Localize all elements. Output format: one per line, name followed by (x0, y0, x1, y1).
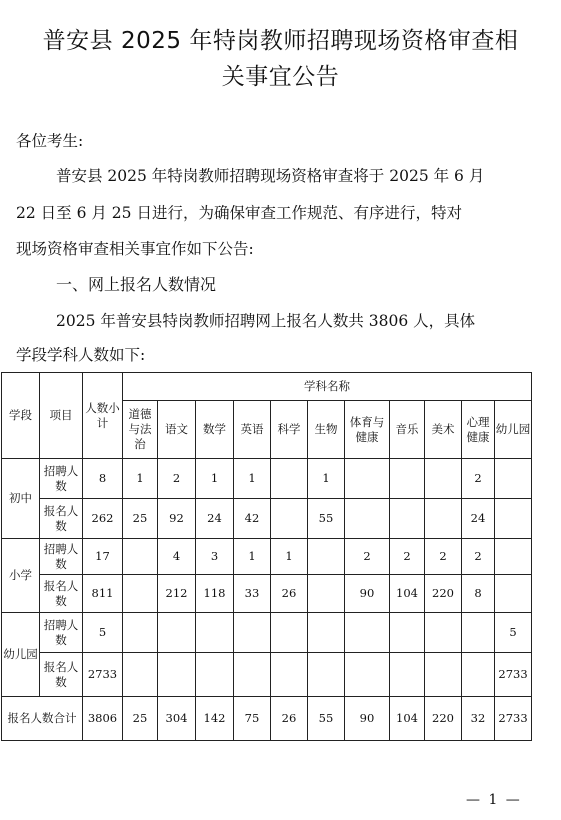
value-cell (462, 653, 495, 697)
value-cell (425, 653, 462, 697)
value-cell (308, 653, 345, 697)
subtotal-cell: 17 (83, 539, 123, 575)
item-cell: 招聘人数 (40, 613, 83, 653)
section1-heading: 一、网上报名人数情况 (56, 275, 217, 294)
value-cell: 2 (158, 459, 196, 499)
stage-cell: 幼儿园 (2, 613, 40, 697)
subtotal-cell: 5 (83, 613, 123, 653)
value-cell: 2733 (495, 653, 532, 697)
value-cell: 24 (462, 499, 495, 539)
document-title-line2: 关事宜公告 (221, 64, 340, 90)
intro-paragraph-line2: 22 日至 6 月 25 日进行，为确保审查工作规范、有序进行，特对 (16, 204, 462, 222)
subtotal-cell: 262 (83, 499, 123, 539)
table-row (2, 499, 532, 539)
value-cell (390, 459, 425, 499)
header-subject: 科学 (271, 401, 308, 459)
header-stage: 学段 (2, 373, 40, 459)
value-cell: 104 (390, 575, 425, 613)
total-value-cell: 75 (234, 697, 271, 741)
total-value-cell: 25 (123, 697, 158, 741)
value-cell: 33 (234, 575, 271, 613)
value-cell: 2 (462, 459, 495, 499)
value-cell: 8 (462, 575, 495, 613)
value-cell (345, 459, 390, 499)
table-row (2, 613, 532, 653)
section1-paragraph-line1: 2025 年普安县特岗教师招聘网上报名人数共 3806 人，具体 (56, 312, 476, 330)
total-subtotal: 3806 (83, 697, 123, 741)
value-cell: 1 (196, 459, 234, 499)
intro-paragraph-line3: 现场资格审查相关事宜作如下公告: (16, 240, 254, 258)
header-subject: 体育与健康 (345, 401, 390, 459)
intro-paragraph-line1: 普安县 2025 年特岗教师招聘现场资格审查将于 2025 年 6 月 (56, 167, 485, 185)
value-cell: 1 (271, 539, 308, 575)
value-cell: 220 (425, 575, 462, 613)
total-row (2, 697, 532, 741)
value-cell (234, 613, 271, 653)
header-subject: 道德与法治 (123, 401, 158, 459)
item-cell: 报名人数 (40, 653, 83, 697)
value-cell: 26 (271, 575, 308, 613)
page-number: — 1 — (466, 792, 522, 808)
value-cell (123, 613, 158, 653)
value-cell (158, 613, 196, 653)
section1-paragraph-line2: 学段学科人数如下: (16, 346, 146, 364)
value-cell (390, 499, 425, 539)
value-cell (425, 499, 462, 539)
stage-cell: 初中 (2, 459, 40, 539)
value-cell (495, 499, 532, 539)
total-value-cell: 2733 (495, 697, 532, 741)
header-subject: 幼儿园 (495, 401, 532, 459)
value-cell (196, 653, 234, 697)
item-cell: 招聘人数 (40, 459, 83, 499)
value-cell: 1 (308, 459, 345, 499)
value-cell (390, 613, 425, 653)
value-cell (271, 653, 308, 697)
value-cell (123, 575, 158, 613)
header-subject: 数学 (196, 401, 234, 459)
applicant-count-table (1, 372, 532, 741)
table-row (2, 539, 532, 575)
total-value-cell: 32 (462, 697, 495, 741)
header-subject: 音乐 (390, 401, 425, 459)
value-cell: 2 (390, 539, 425, 575)
value-cell (495, 539, 532, 575)
value-cell: 92 (158, 499, 196, 539)
total-value-cell: 104 (390, 697, 425, 741)
header-subject-group: 学科名称 (123, 373, 532, 401)
value-cell: 5 (495, 613, 532, 653)
value-cell: 118 (196, 575, 234, 613)
value-cell (425, 613, 462, 653)
value-cell: 2 (425, 539, 462, 575)
total-value-cell: 55 (308, 697, 345, 741)
total-value-cell: 220 (425, 697, 462, 741)
total-value-cell: 90 (345, 697, 390, 741)
item-cell: 报名人数 (40, 499, 83, 539)
value-cell (345, 653, 390, 697)
value-cell (425, 459, 462, 499)
value-cell: 2 (462, 539, 495, 575)
value-cell (158, 653, 196, 697)
subtotal-cell: 8 (83, 459, 123, 499)
header-subject: 语文 (158, 401, 196, 459)
value-cell (345, 613, 390, 653)
value-cell: 1 (234, 459, 271, 499)
value-cell (345, 499, 390, 539)
value-cell (196, 613, 234, 653)
total-value-cell: 142 (196, 697, 234, 741)
value-cell: 24 (196, 499, 234, 539)
value-cell (308, 613, 345, 653)
table-row (2, 653, 532, 697)
table-row (2, 459, 532, 499)
salutation: 各位考生: (16, 132, 84, 150)
value-cell: 4 (158, 539, 196, 575)
value-cell (462, 613, 495, 653)
value-cell: 55 (308, 499, 345, 539)
table-row (2, 575, 532, 613)
subtotal-cell: 2733 (83, 653, 123, 697)
value-cell: 3 (196, 539, 234, 575)
header-subject: 生物 (308, 401, 345, 459)
value-cell: 2 (345, 539, 390, 575)
total-value-cell: 304 (158, 697, 196, 741)
header-subject: 心理健康 (462, 401, 495, 459)
value-cell (123, 539, 158, 575)
value-cell (495, 459, 532, 499)
value-cell: 25 (123, 499, 158, 539)
value-cell (308, 539, 345, 575)
total-label: 报名人数合计 (2, 697, 83, 741)
value-cell (495, 575, 532, 613)
total-value-cell: 26 (271, 697, 308, 741)
header-subject: 美术 (425, 401, 462, 459)
value-cell: 212 (158, 575, 196, 613)
value-cell: 42 (234, 499, 271, 539)
document-title-line1: 普安县 2025 年特岗教师招聘现场资格审查相 (42, 28, 519, 54)
header-subject: 英语 (234, 401, 271, 459)
subtotal-cell: 811 (83, 575, 123, 613)
item-cell: 报名人数 (40, 575, 83, 613)
value-cell (234, 653, 271, 697)
stage-cell: 小学 (2, 539, 40, 613)
header-subtotal: 人数小计 (83, 373, 123, 459)
value-cell (271, 613, 308, 653)
value-cell (271, 499, 308, 539)
value-cell (123, 653, 158, 697)
value-cell: 90 (345, 575, 390, 613)
header-item: 项目 (40, 373, 83, 459)
value-cell: 1 (123, 459, 158, 499)
item-cell: 招聘人数 (40, 539, 83, 575)
value-cell (271, 459, 308, 499)
value-cell: 1 (234, 539, 271, 575)
value-cell (308, 575, 345, 613)
value-cell (390, 653, 425, 697)
